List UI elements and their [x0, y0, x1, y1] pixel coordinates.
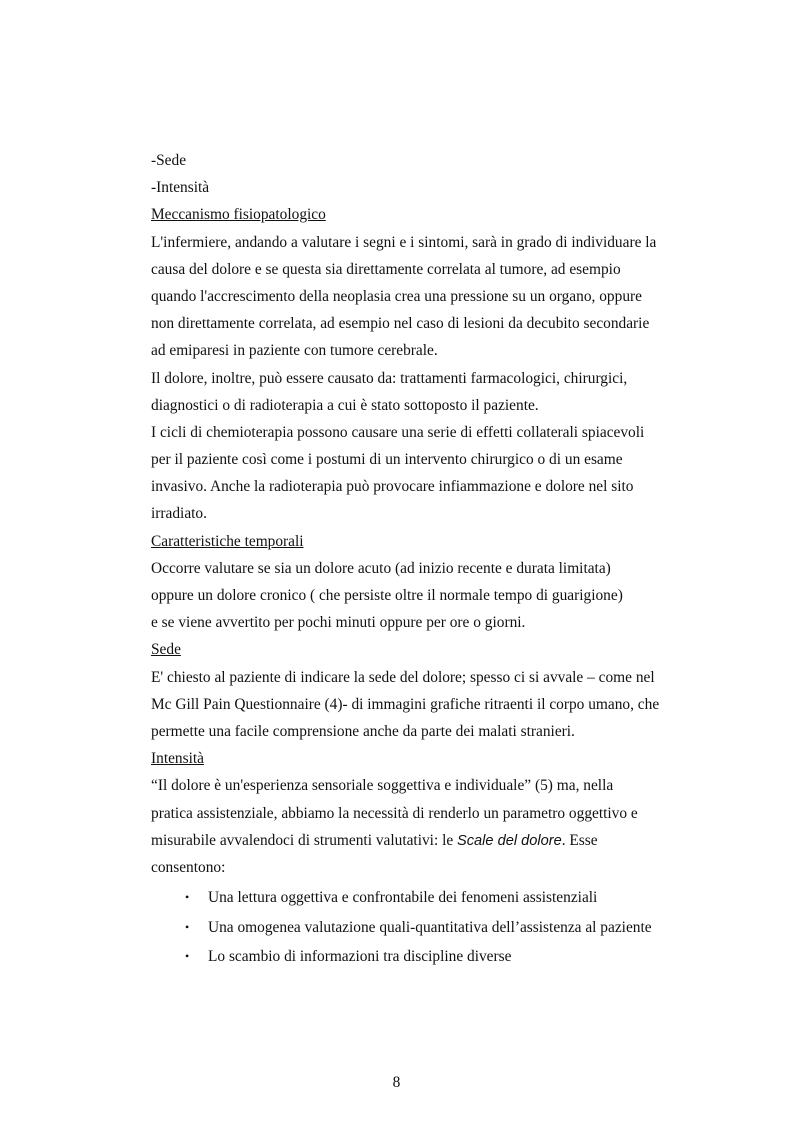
- bullet-item: [151, 942, 691, 972]
- text-line: invasivo. Anche la radioterapia può provocare infiammazione e dolore nel sito: [151, 478, 634, 496]
- consentono-line: consentono:: [151, 858, 226, 876]
- bullet-item: [151, 883, 691, 913]
- text-line: L'infermiere, andando a valutare i segni e i sintomi, sarà in grado di individuare la: [151, 233, 657, 251]
- scale-del-dolore-emphasis: Scale del dolore: [457, 832, 562, 849]
- text-line: quando l'accrescimento della neoplasia crea una pressione su un organo, oppure: [151, 287, 642, 305]
- text-line: per il paziente così come i postumi di un intervento chirurgico o di un esame: [151, 451, 623, 469]
- section-heading: Sede: [151, 641, 181, 659]
- scale-line-after: . Esse: [561, 831, 598, 849]
- text-line: -Sede: [151, 152, 187, 169]
- text-line: oppure un dolore cronico ( che persiste oltre il normale tempo di guarigione): [151, 587, 623, 604]
- section-heading: Intensità: [151, 750, 204, 768]
- text-line: Il dolore, inoltre, può essere causato da: trattamenti farmacologici, chirurgici,: [151, 369, 628, 387]
- text-line: ad emiparesi in paziente con tumore cerebrale.: [151, 342, 438, 360]
- scale-line-before: misurabile avvalendoci di strumenti valutativi: le: [151, 831, 458, 849]
- text-line: I cicli di chemioterapia possono causare una serie di effetti collaterali spiacevoli: [151, 423, 645, 441]
- text-line: permette una facile comprensione anche da parte dei malati stranieri.: [151, 722, 575, 740]
- text-line: diagnostici o di radioterapia a cui è stato sottoposto il paziente.: [151, 396, 539, 414]
- bullet-dot-icon: •: [185, 919, 190, 934]
- bullet-text: Una omogenea valutazione quali-quantitativa dell’assistenza al paziente: [208, 918, 652, 936]
- text-line: Mc Gill Pain Questionnaire (4)- di immagini grafiche ritraenti il corpo umano, che: [151, 695, 660, 713]
- body-text: [151, 147, 691, 827]
- scale-paragraph-line: [151, 827, 691, 854]
- text-line: E' chiesto al paziente di indicare la sede del dolore; spesso ci si avvale – come nel: [151, 668, 655, 686]
- text-line: irradiato.: [151, 505, 207, 523]
- section-heading: Meccanismo fisiopatologico: [151, 206, 326, 224]
- text-line: e se viene avvertito per pochi minuti oppure per ore o giorni.: [151, 614, 526, 632]
- text-line: “Il dolore è un'esperienza sensoriale soggettiva e individuale” (5) ma, nella: [151, 777, 614, 795]
- text-line: causa del dolore e se questa sia direttamente correlata al tumore, ad esempio: [151, 260, 621, 278]
- section-heading: Caratteristiche temporali: [151, 532, 304, 550]
- text-line: Occorre valutare se sia un dolore acuto (ad inizio recente e durata limitata): [151, 559, 611, 577]
- bullet-dot-icon: •: [185, 949, 190, 964]
- text-line: non direttamente correlata, ad esempio nel caso di lesioni da decubito secondarie: [151, 315, 650, 333]
- page-body: [151, 147, 691, 972]
- text-line: pratica assistenziale, abbiamo la necessità di renderlo un parametro oggettivo e: [151, 804, 638, 822]
- bullet-dot-icon: •: [185, 890, 190, 905]
- bullet-text: Lo scambio di informazioni tra discipline diverse: [208, 948, 512, 966]
- bullet-text: Una lettura oggettiva e confrontabile dei fenomeni assistenziali: [208, 889, 598, 907]
- page-number: 8: [392, 1074, 401, 1091]
- bullet-list: [151, 883, 691, 972]
- bullet-item: [151, 913, 691, 943]
- text-line: -Intensità: [151, 179, 210, 197]
